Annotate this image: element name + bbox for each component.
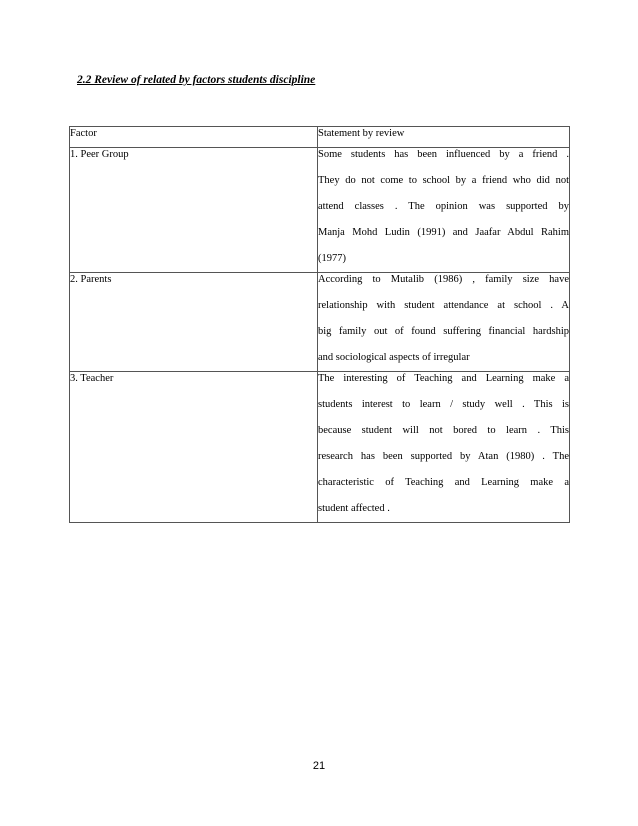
section-heading: 2.2 Review of related by factors students discipline <box>77 74 316 86</box>
factor-cell: 3. Teacher <box>70 372 318 523</box>
statement-cell <box>318 273 570 372</box>
statement-line: According to Mutalib (1986) , family size have <box>318 274 569 285</box>
statement-line: They do not come to school by a friend who did not <box>318 175 569 186</box>
statement-line: students interest to learn / study well . This is <box>318 399 569 410</box>
table-header-row <box>70 127 570 148</box>
header-factor: Factor <box>70 127 318 148</box>
statement-line: research has been supported by Atan (1980) . The <box>318 451 569 462</box>
statement-line: big family out of found suffering financial hardship <box>318 326 569 337</box>
factor-cell: 1. Peer Group <box>70 148 318 273</box>
statement-line: attend classes . The opinion was supported by <box>318 201 569 212</box>
statement-line: (1977) <box>318 253 346 264</box>
statement-line: because student will not bored to learn . This <box>318 425 569 436</box>
statement-cell <box>318 148 570 273</box>
review-table <box>69 126 570 523</box>
statement-line: student affected . <box>318 503 390 514</box>
statement-line: The interesting of Teaching and Learning make a <box>318 373 569 384</box>
table-row <box>70 273 570 372</box>
table-row <box>70 148 570 273</box>
statement-line: Some students has been influenced by a friend . <box>318 149 569 160</box>
statement-cell <box>318 372 570 523</box>
statement-line: characteristic of Teaching and Learning make a <box>318 477 569 488</box>
header-statement: Statement by review <box>318 127 570 148</box>
table-row <box>70 372 570 523</box>
statement-line: Manja Mohd Ludin (1991) and Jaafar Abdul Rahim <box>318 227 569 238</box>
statement-line: and sociological aspects of irregular <box>318 352 470 363</box>
factor-cell: 2. Parents <box>70 273 318 372</box>
page-number: 21 <box>312 760 326 772</box>
statement-line: relationship with student attendance at school . A <box>318 300 569 311</box>
